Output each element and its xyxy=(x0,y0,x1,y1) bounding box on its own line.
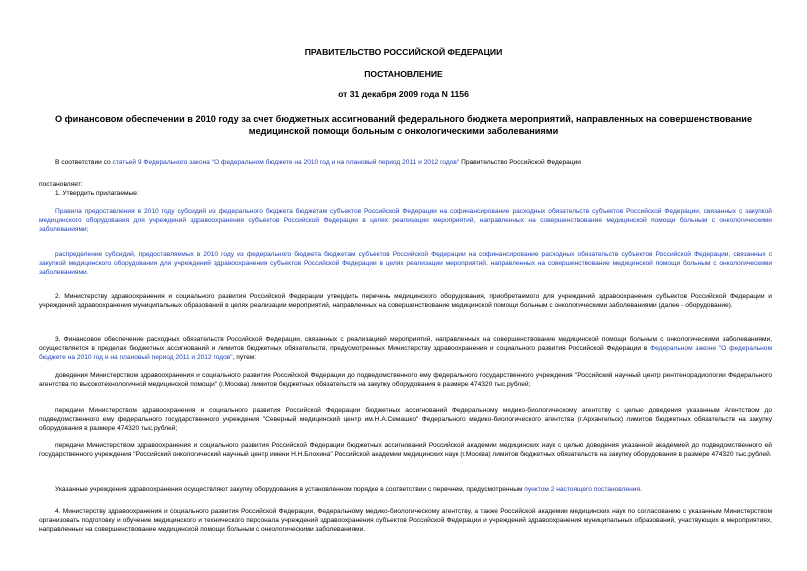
rules-paragraph xyxy=(39,207,772,235)
procurement-text-end: . xyxy=(640,486,642,493)
intro-text-end: Правительство Российской Федерации xyxy=(459,159,581,166)
item-3-subitem-c: передачи Министерством здравоохранения и социального развития Российской Федерации бюджетных ассигнований Российской академии медицинских наук с целью доведения указанной академией до подведомственного ей государственного учреждения "Российский онкологический научный центр имени Н.Н.Блохина" Российской академии медицинских наук (г.Москва) лимитов бюджетных обязательств на закупку оборудования в размере 474320 тыс.рублей. xyxy=(39,442,772,459)
document-title-line-2: медицинской помощи больным с онкологическими заболеваниями xyxy=(248,126,559,136)
document-title xyxy=(40,113,767,137)
procurement-paragraph xyxy=(39,485,772,494)
subsidy-rules-link[interactable]: Правила предоставления в 2010 году субсидий из федерального бюджета бюджетам субъектов Российской Федерации на софинансирование расходных обязательств субъектов Российской Федерации, связанных с закупкой медицинского оборудования для учреждений здравоохранения субъектов Российской Федерации в целях реализации мероприятий, направленных на совершенствование медицинской помощи больным с онкологическими заболеваниями; xyxy=(39,208,772,234)
item-4: 4. Министерству здравоохранения и социального развития Российской Федерации, Федеральному медико-биологическому агентству, а также Российской академии медицинских наук по согласованию с указанным Министерством организовать подготовку и обучение медицинского и технического персонала учреждений здравоохранения субъектов Российской Федерации и учреждений здравоохранения муниципальных образований, участвующих в мероприятиях, направленных на совершенствование медицинской помощи больным с онкологическими заболеваниями. xyxy=(39,508,772,534)
item-2: 2. Министерству здравоохранения и социального развития Российской Федерации утвердить перечень медицинского оборудования, приобретаемого для учреждений здравоохранения субъектов Российской Федерации и учреждений здравоохранения муниципальных образований в целях реализации мероприятий, направленных на совершенствование медицинской помощи больным с онкологическими заболеваниями (далее - оборудование). xyxy=(39,293,772,310)
item-3-subitem-b: передачи Министерством здравоохранения и социального развития Российской Федерации бюджетных ассигнований Федеральному медико-биологическому агентству с целью доведения указанным Агентством до подведомственного ему федерального государственного учреждения "Северный медицинский центр им.Н.А.Семашко" Федерального медико-биологического агентства (г.Архангельск) лимитов бюджетных обязательств на закупку оборудования в размере 474320 тыс.рублей; xyxy=(39,407,772,433)
federal-budget-law-link[interactable]: Федеральном законе "О федеральном бюджете на 2010 год и на плановый период 2011 и 2012 годов" xyxy=(39,345,772,362)
item-3-text: 3. Финансовое обеспечение расходных обязательств Российской Федерации, связанных с реализацией мероприятий, направленных на совершенствование медицинской помощи больным с онкологическими заболеваниями, осуществляется в пределах бюджетных ассигнований и лимитов бюджетных обязательств, предусмотренных Министерству здравоохранения и социального развития Российской Федерации в xyxy=(39,336,772,353)
federal-law-article-9-link[interactable]: статьей 9 Федерального закона "О федеральном бюджете на 2010 год и на плановый период 2011 и 2012 годов" xyxy=(112,159,460,166)
clause-2-link[interactable]: пунктом 2 настоящего постановления xyxy=(524,486,641,493)
item-3-text-end: , путем: xyxy=(232,354,257,362)
document-title-line-1: О финансовом обеспечении в 2010 году за счет бюджетных ассигнований федерального бюджета мероприятий, направленных на совершенствование xyxy=(54,114,753,124)
decree-word: постановляет: xyxy=(39,181,83,188)
document-type-heading: ПОСТАНОВЛЕНИЕ xyxy=(364,69,443,79)
subsidy-distribution-link[interactable]: распределение субсидий, предоставляемых в 2010 году из федерального бюджета бюджетам субъектов Российской Федерации на софинансирование расходных обязательств субъектов Российской Федерации, связанных с закупкой медицинского оборудования для учреждений здравоохранения субъектов Российской Федерации в целях реализации мероприятий, направленных на совершенствование медицинской помощи больным с онкологическими заболеваниями. xyxy=(39,251,772,277)
government-heading: ПРАВИТЕЛЬСТВО РОССИЙСКОЙ ФЕДЕРАЦИИ xyxy=(304,47,503,57)
item-3-subitem-a: доведения Министерством здравоохранения и социального развития Российской Федерации до подведомственного ему федерального государственного учреждения "Российский научный центр рентгенорадиологии Федерального агентства по высокотехнологичной медицинской помощи" (г.Москва) лимитов бюджетных обязательств на закупку оборудования в размере 474320 тыс.рублей; xyxy=(39,372,772,389)
item-1: 1. Утвердить прилагаемые: xyxy=(55,190,139,197)
date-number-heading: от 31 декабря 2009 года N 1156 xyxy=(338,89,469,99)
item-3 xyxy=(39,335,772,363)
procurement-text: Указанные учреждения здравоохранения осуществляют закупку оборудования в установленном порядке в соответствии с перечнем, предусмотренным xyxy=(55,486,525,493)
distribution-paragraph xyxy=(39,250,772,278)
intro-paragraph xyxy=(39,158,772,167)
intro-text: В соответствии со xyxy=(55,159,113,166)
